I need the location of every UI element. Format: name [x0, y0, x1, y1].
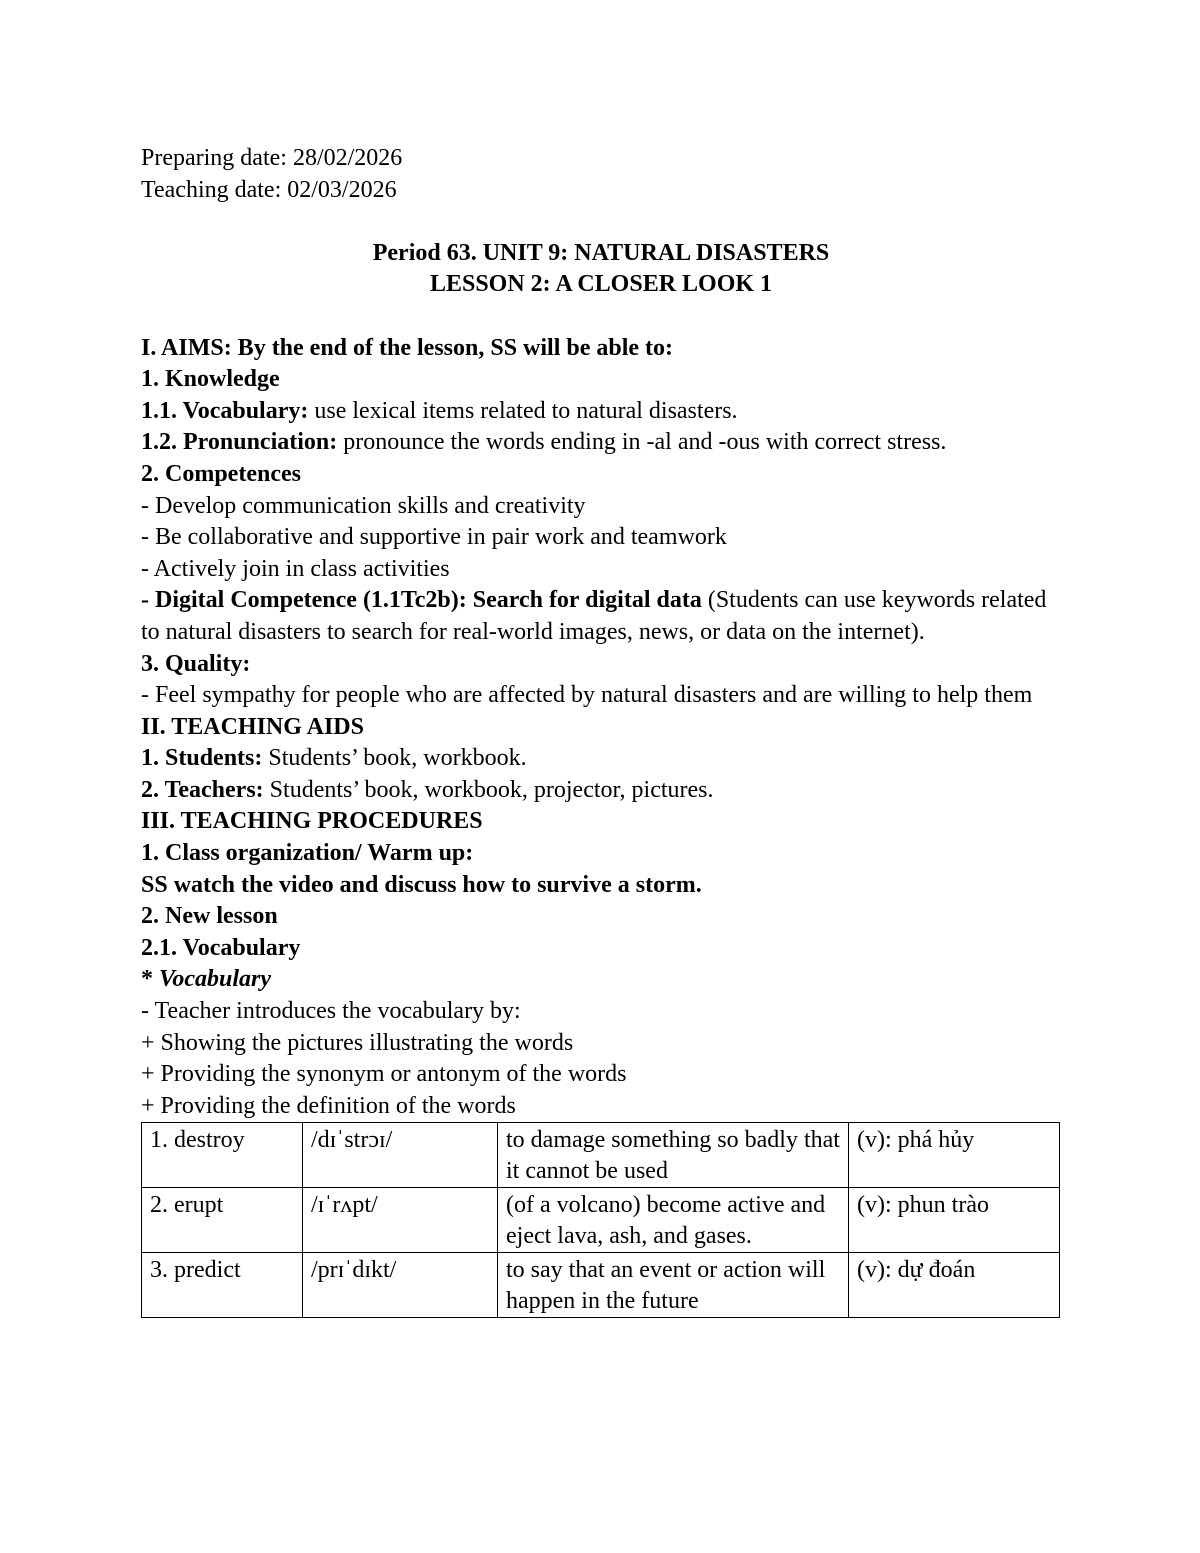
aids-teachers-text: Students’ book, workbook, projector, pictures. — [263, 776, 714, 803]
aims-heading: I. AIMS: By the end of the lesson, SS will be able to: — [141, 334, 674, 361]
aids-teachers-label: 2. Teachers: — [141, 776, 264, 803]
warmup-text: SS watch the video and discuss how to survive a storm. — [141, 871, 702, 898]
warmup-heading: 1. Class organization/ Warm up: — [141, 840, 474, 867]
quality-heading: 3. Quality: — [141, 650, 251, 677]
vocab-aim — [141, 396, 1061, 428]
meaning-cell: (v): dự đoán — [849, 1253, 1060, 1318]
vocab-subheading-text: Vocabulary — [159, 966, 272, 993]
lesson-title: LESSON 2: A CLOSER LOOK 1 — [429, 271, 773, 298]
table-row — [142, 1188, 1060, 1253]
intro-text: - Teacher introduces the vocabulary by: — [141, 998, 521, 1025]
pron-aim-label: 1.2. Pronunciation: — [141, 429, 338, 456]
vocab-section-heading: 2.1. Vocabulary — [141, 934, 301, 961]
competences-heading: 2. Competences — [141, 460, 301, 487]
document-page — [141, 143, 1061, 1318]
comp-item: - Be collaborative and supportive in pair work and teamwork — [141, 524, 727, 551]
aids-students-text: Students’ book, workbook. — [262, 745, 527, 772]
new-lesson-heading: 2. New lesson — [141, 903, 278, 930]
procedures-heading: III. TEACHING PROCEDURES — [141, 808, 483, 835]
pron-aim — [141, 427, 1061, 459]
word-cell: 1. destroy — [142, 1123, 303, 1188]
ipa-cell: /ɪˈrʌpt/ — [303, 1188, 498, 1253]
definition-cell: to say that an event or action will happen in the future — [498, 1253, 849, 1318]
comp-item: - Actively join in class activities — [141, 555, 450, 582]
ipa-cell: /dɪˈstrɔɪ/ — [303, 1123, 498, 1188]
table-row — [142, 1253, 1060, 1318]
definition-cell: to damage something so badly that it cannot be used — [498, 1123, 849, 1188]
digital-competence — [141, 585, 1061, 648]
aids-students-label: 1. Students: — [141, 745, 263, 772]
ipa-cell: /prɪˈdɪkt/ — [303, 1253, 498, 1318]
digital-competence-text: (Students can use keywords related to natural disasters to search for real-world images, news, or data on the internet). — [141, 587, 1047, 645]
star-marker: * — [141, 966, 159, 993]
digital-competence-label: - Digital Competence (1.1Tc2b): Search for digital data — [141, 587, 702, 614]
vocab-aim-label: 1.1. Vocabulary: — [141, 397, 309, 424]
definition-cell: (of a volcano) become active and eject lava, ash, and gases. — [498, 1188, 849, 1253]
vocab-table — [141, 1122, 1060, 1318]
period-title: Period 63. UNIT 9: NATURAL DISASTERS — [372, 239, 830, 266]
meaning-cell: (v): phun trào — [849, 1188, 1060, 1253]
word-cell: 3. predict — [142, 1253, 303, 1318]
method-item: + Providing the definition of the words — [141, 1092, 516, 1119]
quality-text: - Feel sympathy for people who are affected by natural disasters and are willing to help them — [141, 682, 1033, 709]
method-item: + Providing the synonym or antonym of the words — [141, 1061, 627, 1088]
vocab-aim-text: use lexical items related to natural disasters. — [308, 397, 738, 424]
word-cell: 2. erupt — [142, 1188, 303, 1253]
aids-students — [141, 743, 1061, 775]
comp-item: - Develop communication skills and creativity — [141, 492, 586, 519]
knowledge-heading: 1. Knowledge — [141, 366, 280, 393]
meaning-cell: (v): phá hủy — [849, 1123, 1060, 1188]
vocab-subheading — [141, 964, 1061, 996]
teaching-date: Teaching date: 02/03/2026 — [141, 176, 397, 203]
method-item: + Showing the pictures illustrating the words — [141, 1029, 574, 1056]
preparing-date: Preparing date: 28/02/2026 — [141, 145, 403, 171]
aids-heading: II. TEACHING AIDS — [141, 713, 364, 740]
pron-aim-text: pronounce the words ending in -al and -ous with correct stress. — [337, 429, 947, 456]
aids-teachers — [141, 775, 1061, 807]
table-row — [142, 1123, 1060, 1188]
